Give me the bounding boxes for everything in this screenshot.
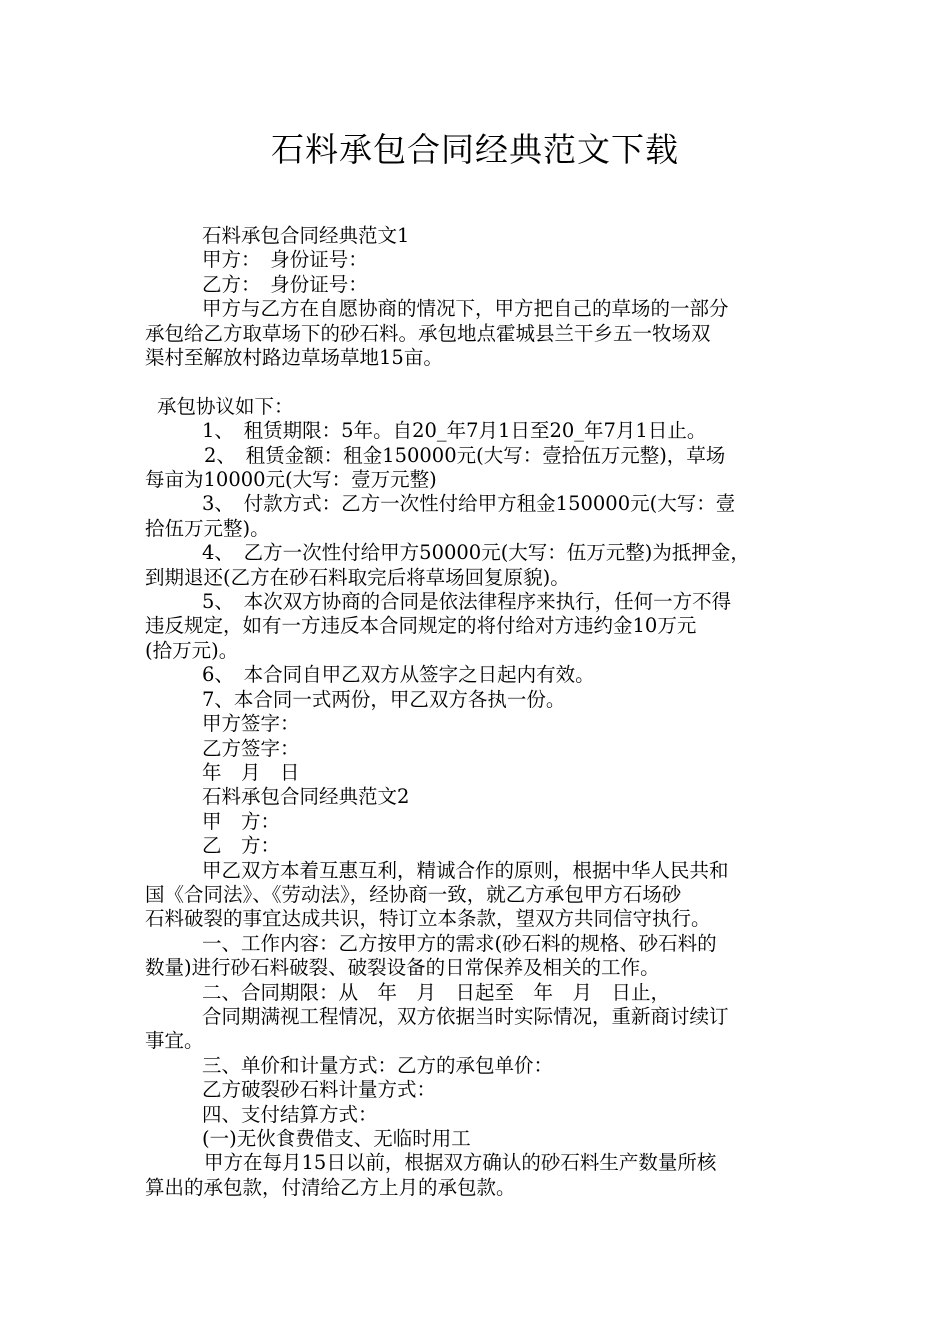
clause-1: 1、 租赁期限：5年。自20_年7月1日至20_年7月1日止。 xyxy=(202,419,707,443)
clause-3-cont: 拾伍万元整)。 xyxy=(145,516,270,540)
payment-clause: 四、支付结算方式： xyxy=(202,1102,378,1126)
clause-5: 5、 本次双方协商的合同是依法律程序来执行，任何一方不得 xyxy=(202,590,732,614)
payment-detail-cont: 算出的承包款，付清给乙方上月的承包款。 xyxy=(145,1175,516,1199)
document-body xyxy=(145,224,807,1200)
date-line: 年 月 日 xyxy=(202,760,300,784)
payment-detail: 甲方在每月15日以前，根据双方确认的砂石料生产数量所核 xyxy=(204,1151,717,1175)
clause-5-cont: (拾万元)。 xyxy=(145,638,239,662)
section-heading-1: 石料承包合同经典范文1 xyxy=(202,224,410,247)
clause-2-cont: 每亩为10000元(大写：壹万元整) xyxy=(145,468,437,492)
work-content-cont: 数量)进行砂石料破裂、破裂设备的日常保养及相关的工作。 xyxy=(145,956,660,980)
party-b-signature: 乙方签字： xyxy=(202,736,300,760)
clause-4-cont: 到期退还(乙方在砂石料取完后将草场回复原貌)。 xyxy=(145,565,570,589)
party-a-line: 甲方： 身份证号： xyxy=(202,248,368,272)
term-clause-cont: 事宜。 xyxy=(145,1029,204,1053)
paragraph-line: 渠村至解放村路边草场草地15亩。 xyxy=(145,346,443,370)
paragraph-line: 国《合同法》、《劳动法》，经协商一致，就乙方承包甲方石场砂 xyxy=(145,882,682,906)
payment-subclause: (一)无伙食费借支、无临时用工 xyxy=(202,1127,471,1151)
paragraph-line: 甲方与乙方在自愿协商的情况下，甲方把自己的草场的一部分 xyxy=(202,297,729,321)
document-title: 石料承包合同经典范文下载 xyxy=(271,130,679,169)
term-clause-cont: 合同期满视工程情况，双方依据当时实际情况，重新商讨续订 xyxy=(202,1004,729,1028)
party-b-line: 乙方： 身份证号： xyxy=(202,272,368,296)
clause-6: 6、 本合同自甲乙双方从签字之日起内有效。 xyxy=(202,663,595,687)
section-heading-2: 石料承包合同经典范文2 xyxy=(202,785,410,809)
clause-2: 2、 租赁金额：租金150000元(大写：壹拾伍万元整)，草场 xyxy=(204,443,726,467)
party-a-line: 甲 方： xyxy=(202,809,281,833)
party-b-line: 乙 方： xyxy=(202,834,281,858)
clause-5-cont: 违反规定，如有一方违反本合同规定的将付给对方违约金10万元 xyxy=(145,614,697,638)
work-content-clause: 一、工作内容：乙方按甲方的需求(砂石料的规格、砂石料的 xyxy=(202,931,717,955)
agreement-heading: 承包协议如下： xyxy=(157,394,294,418)
price-clause: 三、单价和计量方式：乙方的承包单价： xyxy=(202,1053,554,1077)
term-clause: 二、合同期限：从 年 月 日起至 年 月 日止， xyxy=(202,980,671,1004)
measure-clause: 乙方破裂砂石料计量方式： xyxy=(202,1078,437,1102)
party-a-signature: 甲方签字： xyxy=(202,712,300,736)
clause-4: 4、 乙方一次性付给甲方50000元(大写：伍万元整)为抵押金， xyxy=(202,541,750,565)
paragraph-line: 承包给乙方取草场下的砂石料。承包地点霍城县兰干乡五一牧场双 xyxy=(145,321,711,345)
paragraph-line: 甲乙双方本着互惠互利，精诚合作的原则，根据中华人民共和 xyxy=(202,858,729,882)
clause-3: 3、 付款方式：乙方一次性付给甲方租金150000元(大写：壹 xyxy=(202,492,736,516)
blank-line xyxy=(145,370,807,394)
paragraph-line: 石料破裂的事宜达成共识，特订立本条款，望双方共同信守执行。 xyxy=(145,907,711,931)
clause-7: 7、本合同一式两份，甲乙双方各执一份。 xyxy=(202,687,566,711)
